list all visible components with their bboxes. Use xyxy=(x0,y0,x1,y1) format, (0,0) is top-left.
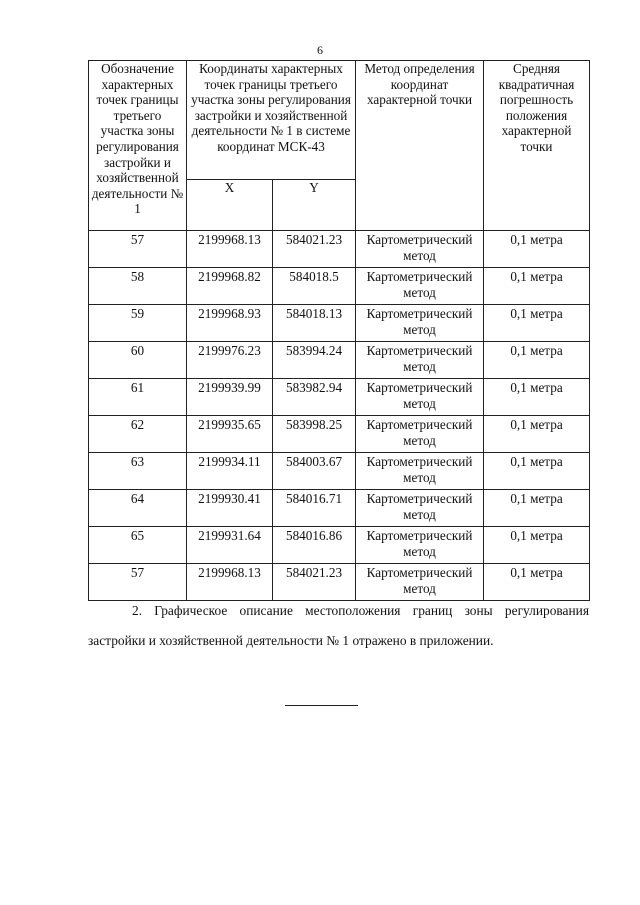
coordinates-table xyxy=(88,60,590,601)
body-paragraph: 2. Графическое описание местоположения границ зоны регулирования застройки и хозяйственной деятельности № 1 отражено в приложении. xyxy=(88,603,589,648)
point-cell: 57 xyxy=(89,564,187,601)
header-y: Y xyxy=(273,180,356,231)
point-cell: 58 xyxy=(89,268,187,305)
method-cell: Картометрический метод xyxy=(356,268,484,305)
error-cell: 0,1 метра xyxy=(484,342,590,379)
error-cell: 0,1 метра xyxy=(484,490,590,527)
x-cell: 2199931.64 xyxy=(187,527,273,564)
point-cell: 57 xyxy=(89,231,187,268)
error-cell: 0,1 метра xyxy=(484,416,590,453)
x-cell: 2199976.23 xyxy=(187,342,273,379)
header-mean-square-error: Средняя квадратичная погрешность положения характерной точки xyxy=(484,61,590,231)
separator-line xyxy=(285,705,358,706)
header-coordinates: Координаты характерных точек границы третьего участка зоны регулирования застройки и хозяйственной деятельности № 1 в системе координат МСК-43 xyxy=(187,61,356,180)
header-determination-method: Метод определения координат характерной точки xyxy=(356,61,484,231)
y-cell: 584016.71 xyxy=(273,490,356,527)
y-cell: 584021.23 xyxy=(273,231,356,268)
table-row xyxy=(89,305,590,342)
table-row xyxy=(89,416,590,453)
error-cell: 0,1 метра xyxy=(484,379,590,416)
error-cell: 0,1 метра xyxy=(484,231,590,268)
x-cell: 2199968.82 xyxy=(187,268,273,305)
table-row xyxy=(89,231,590,268)
error-cell: 0,1 метра xyxy=(484,453,590,490)
y-cell: 584018.5 xyxy=(273,268,356,305)
table-row xyxy=(89,342,590,379)
y-cell: 584016.86 xyxy=(273,527,356,564)
method-cell: Картометрический метод xyxy=(356,342,484,379)
point-cell: 60 xyxy=(89,342,187,379)
method-cell: Картометрический метод xyxy=(356,416,484,453)
x-cell: 2199968.93 xyxy=(187,305,273,342)
x-cell: 2199934.11 xyxy=(187,453,273,490)
point-cell: 62 xyxy=(89,416,187,453)
header-x: X xyxy=(187,180,273,231)
table-row xyxy=(89,453,590,490)
method-cell: Картометрический метод xyxy=(356,231,484,268)
x-cell: 2199930.41 xyxy=(187,490,273,527)
method-cell: Картометрический метод xyxy=(356,490,484,527)
x-cell: 2199935.65 xyxy=(187,416,273,453)
point-cell: 63 xyxy=(89,453,187,490)
method-cell: Картометрический метод xyxy=(356,379,484,416)
y-cell: 583994.24 xyxy=(273,342,356,379)
table-row xyxy=(89,490,590,527)
point-cell: 59 xyxy=(89,305,187,342)
error-cell: 0,1 метра xyxy=(484,268,590,305)
point-cell: 64 xyxy=(89,490,187,527)
header-point-designation: Обозначение характерных точек границы третьего участка зоны регулирования застройки и хозяйственной деятельности № 1 xyxy=(89,61,187,231)
y-cell: 584021.23 xyxy=(273,564,356,601)
y-cell: 584018.13 xyxy=(273,305,356,342)
table-row xyxy=(89,527,590,564)
table-row xyxy=(89,379,590,416)
error-cell: 0,1 метра xyxy=(484,305,590,342)
x-cell: 2199968.13 xyxy=(187,231,273,268)
method-cell: Картометрический метод xyxy=(356,305,484,342)
y-cell: 583982.94 xyxy=(273,379,356,416)
method-cell: Картометрический метод xyxy=(356,527,484,564)
x-cell: 2199939.99 xyxy=(187,379,273,416)
point-cell: 61 xyxy=(89,379,187,416)
table-row xyxy=(89,564,590,601)
page-number: 6 xyxy=(317,43,323,57)
method-cell: Картометрический метод xyxy=(356,453,484,490)
x-cell: 2199968.13 xyxy=(187,564,273,601)
point-cell: 65 xyxy=(89,527,187,564)
y-cell: 584003.67 xyxy=(273,453,356,490)
method-cell: Картометрический метод xyxy=(356,564,484,601)
error-cell: 0,1 метра xyxy=(484,527,590,564)
table-row xyxy=(89,268,590,305)
error-cell: 0,1 метра xyxy=(484,564,590,601)
y-cell: 583998.25 xyxy=(273,416,356,453)
